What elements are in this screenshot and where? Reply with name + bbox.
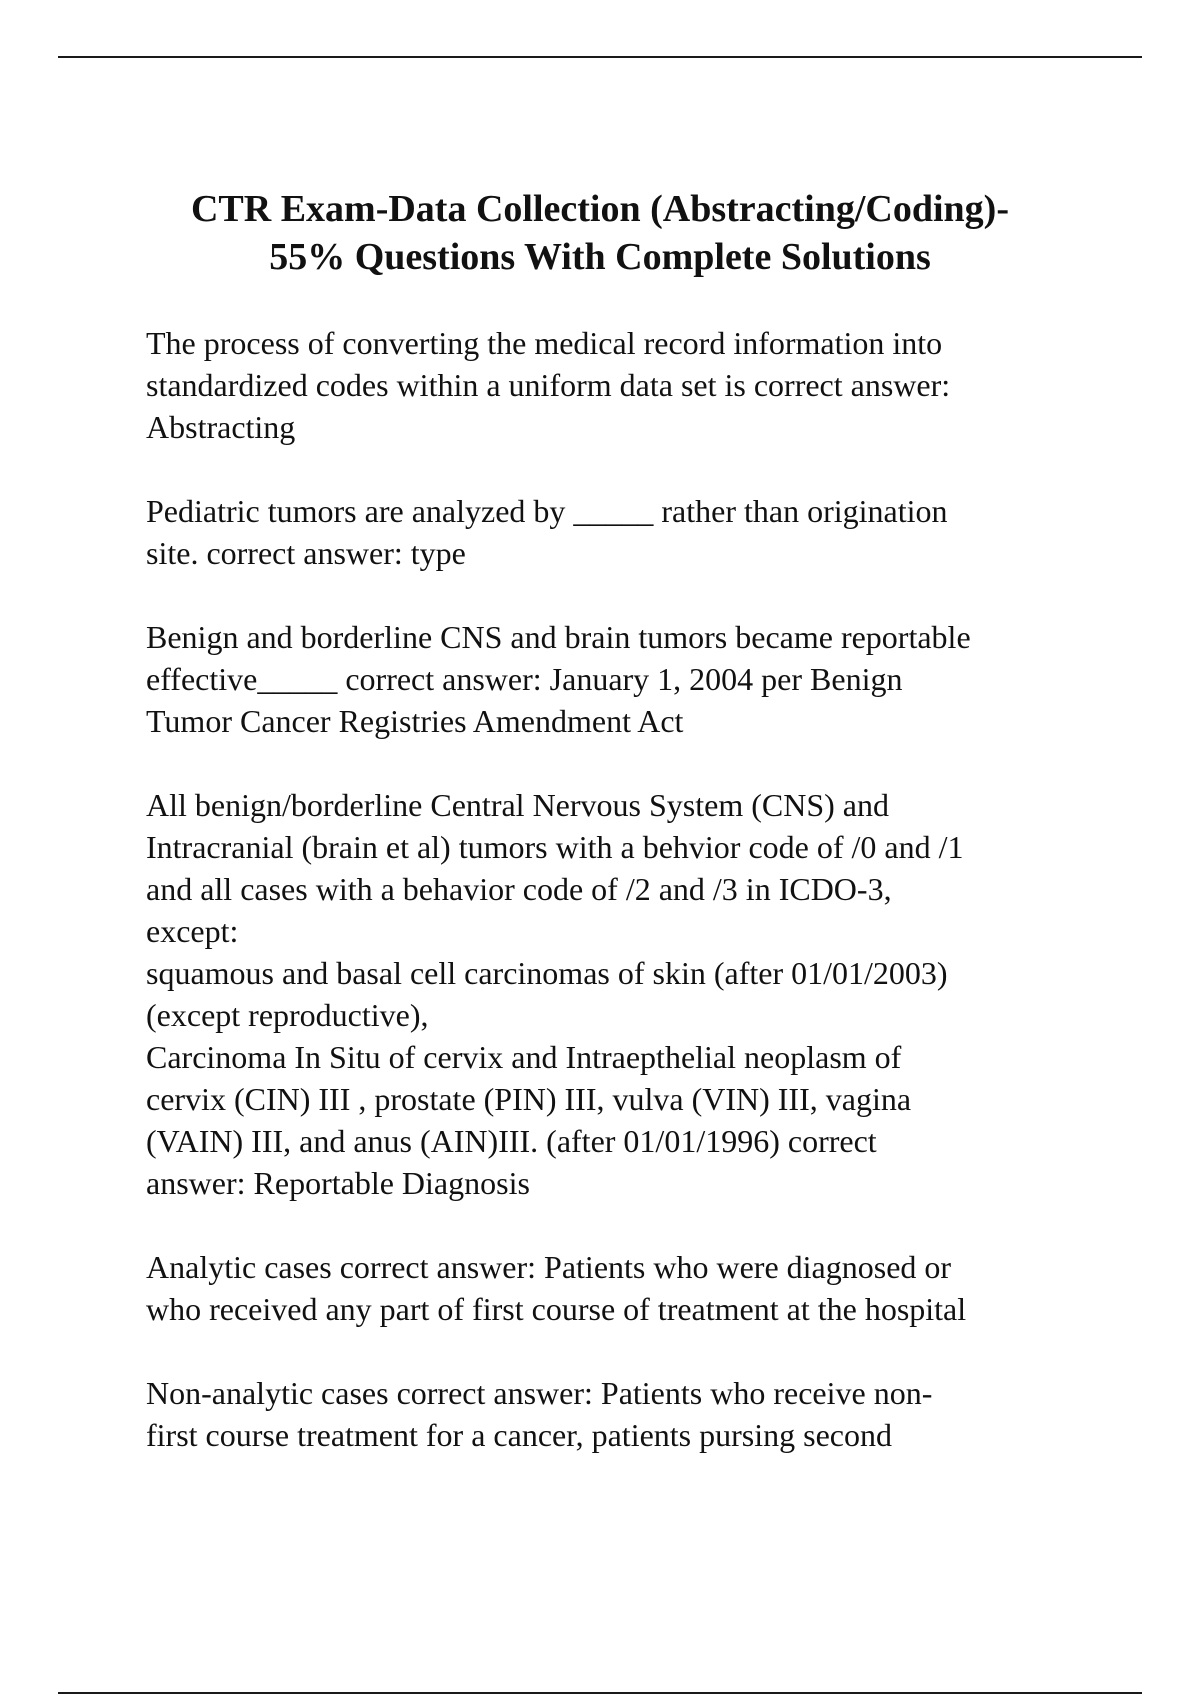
qa-entry-pediatric-tumors: [146, 490, 1106, 574]
text-line: Analytic cases correct answer: Patients who were diagnosed or: [146, 1249, 952, 1285]
text-line: Non-analytic cases correct answer: Patients who receive non-: [146, 1375, 933, 1411]
text-line: All benign/borderline Central Nervous System (CNS) and: [146, 787, 889, 823]
qa-entry-abstracting: [146, 322, 1106, 448]
text-line: site. correct answer: type: [146, 535, 466, 571]
text-line: cervix (CIN) III , prostate (PIN) III, vulva (VIN) III, vagina: [146, 1081, 912, 1117]
document-title: [100, 185, 1100, 281]
text-line: (except reproductive),: [146, 997, 429, 1033]
text-line: and all cases with a behavior code of /2 and /3 in ICDO-3,: [146, 871, 892, 907]
footer-rule: [58, 1692, 1142, 1694]
title-line-1: CTR Exam-Data Collection (Abstracting/Coding)-: [190, 188, 1009, 230]
text-line: Pediatric tumors are analyzed by _____ rather than origination: [146, 493, 948, 529]
text-line: squamous and basal cell carcinomas of skin (after 01/01/2003): [146, 955, 948, 991]
qa-entry-benign-cns: [146, 616, 1106, 742]
title-line-2: 55% Questions With Complete Solutions: [269, 236, 931, 278]
document-body: [146, 322, 1106, 1498]
qa-entry-reportable-diagnosis: [146, 784, 1106, 1204]
text-line: Benign and borderline CNS and brain tumors became reportable: [146, 619, 971, 655]
header-rule: [58, 56, 1142, 58]
text-line: effective_____ correct answer: January 1, 2004 per Benign: [146, 661, 903, 697]
text-line: The process of converting the medical record information into: [146, 325, 943, 361]
text-line: first course treatment for a cancer, patients pursing second: [146, 1417, 892, 1453]
text-line: (VAIN) III, and anus (AIN)III. (after 01/01/1996) correct: [146, 1123, 877, 1159]
text-line: except:: [146, 913, 239, 949]
text-line: who received any part of first course of treatment at the hospital: [146, 1291, 967, 1327]
text-line: Tumor Cancer Registries Amendment Act: [146, 703, 684, 739]
text-line: answer: Reportable Diagnosis: [146, 1165, 530, 1201]
text-line: Carcinoma In Situ of cervix and Intraepthelial neoplasm of: [146, 1039, 902, 1075]
text-line: standardized codes within a uniform data set is correct answer:: [146, 367, 951, 403]
qa-entry-non-analytic-cases: [146, 1372, 1106, 1456]
text-line: Abstracting: [146, 409, 296, 445]
text-line: Intracranial (brain et al) tumors with a behvior code of /0 and /1: [146, 829, 964, 865]
qa-entry-analytic-cases: [146, 1246, 1106, 1330]
